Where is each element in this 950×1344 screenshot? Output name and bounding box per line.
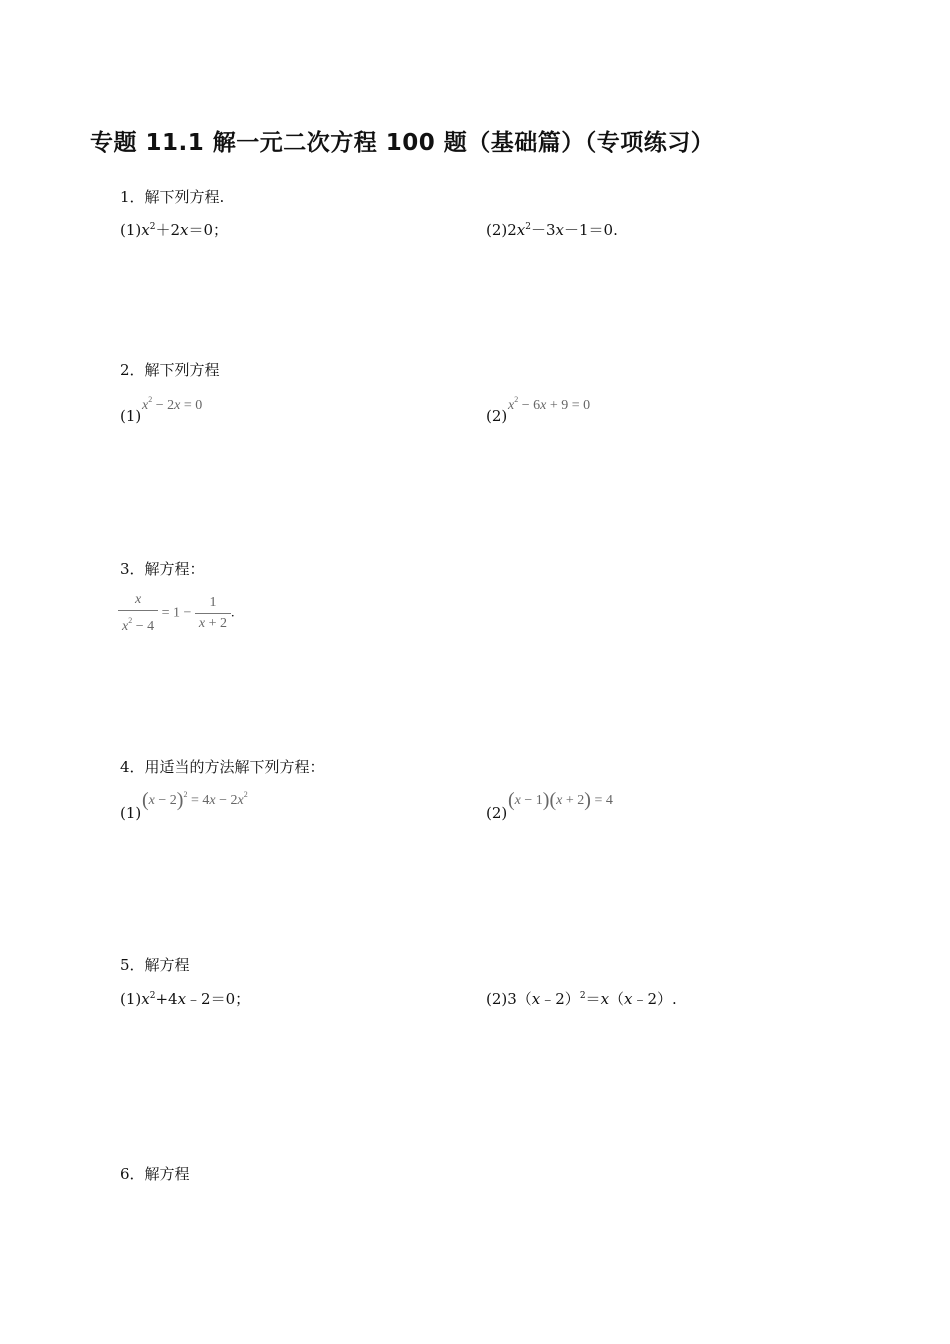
var: x <box>514 793 521 808</box>
question-2-part-2-equation <box>508 395 590 414</box>
page-title: 专题 11.1 解一元二次方程 100 题（基础篇）（专项练习） <box>90 130 715 156</box>
fraction-right <box>195 593 231 634</box>
term: －3 <box>531 221 556 239</box>
term: = 4 <box>187 793 210 808</box>
term: + 2 <box>562 793 585 808</box>
var: x <box>556 793 563 808</box>
exponent: 2 <box>525 222 531 232</box>
exponent: 2 <box>149 991 156 1001</box>
exponent: 2 <box>183 790 188 799</box>
term: − 2 <box>215 793 238 808</box>
var: x <box>198 616 206 631</box>
fraction-left <box>118 590 158 637</box>
term: − 2 <box>154 793 177 808</box>
question-3-stem: 3．解方程： <box>120 560 205 578</box>
equals-term: = 1 − <box>158 605 195 621</box>
question-1-part-2 <box>486 219 618 240</box>
term: ﹣2）. <box>632 990 677 1008</box>
var: x <box>624 990 633 1008</box>
var: x <box>540 398 547 413</box>
question-5-part-1 <box>120 988 250 1009</box>
part-label: (2)2 <box>486 221 517 239</box>
exponent: 2 <box>514 395 519 404</box>
period: . <box>231 605 235 621</box>
term: ＝ <box>585 990 601 1008</box>
var: x <box>600 990 610 1008</box>
term: = 0 <box>180 398 203 413</box>
exponent: 2 <box>149 222 156 232</box>
question-3-equation <box>118 590 235 637</box>
question-2-stem: 2．解下列方程 <box>120 361 220 379</box>
var: x <box>174 398 181 413</box>
var: x <box>142 398 149 413</box>
part-label: (2)3（ <box>486 990 532 1008</box>
term: ﹣2＝0； <box>186 990 251 1008</box>
term: − 4 <box>132 619 155 634</box>
question-5-part-2 <box>486 988 677 1009</box>
question-1-part-1 <box>120 219 228 240</box>
question-6-stem: 6．解方程 <box>120 1165 190 1183</box>
var: x <box>209 793 216 808</box>
var: x <box>141 990 150 1008</box>
term: ＝0； <box>188 221 229 239</box>
term: + 9 = 0 <box>546 398 591 413</box>
term: （ <box>609 990 625 1008</box>
question-4-stem: 4．用适当的方法解下列方程： <box>120 758 325 776</box>
part-label: (1) <box>120 990 142 1008</box>
term: + 2 <box>205 616 228 631</box>
question-4-part-2-label: (2) <box>486 804 508 822</box>
exponent: 2 <box>243 790 248 799</box>
var: x <box>531 990 541 1008</box>
question-2-part-1-equation <box>142 395 202 414</box>
var: x <box>141 221 150 239</box>
part-label: (1) <box>120 221 142 239</box>
question-5-stem: 5．解方程 <box>120 956 190 974</box>
question-2-part-2-label: (2) <box>486 407 508 425</box>
var: x <box>555 221 565 239</box>
exponent: 2 <box>148 395 153 404</box>
var: x <box>180 221 189 239</box>
question-2-part-1-label: (1) <box>120 407 142 425</box>
question-1-stem: 1．解下列方程. <box>120 188 225 206</box>
term: − 1 <box>520 793 543 808</box>
var: x <box>237 793 244 808</box>
term: = 4 <box>590 793 613 808</box>
term: ＋2 <box>155 221 180 239</box>
var: x <box>508 398 515 413</box>
question-4-part-2-equation: (x − 1)(x + 2) = 4 <box>508 789 613 811</box>
question-4-part-1-equation: $(x - 2)^2 = 4x - 2x^2$ <box>142 789 248 811</box>
var: x <box>516 221 526 239</box>
term: ﹣2） <box>540 990 580 1008</box>
exponent: 2 <box>579 991 586 1001</box>
term: －1＝0. <box>564 221 618 239</box>
var: x <box>177 990 187 1008</box>
term: − 6 <box>518 398 541 413</box>
numerator: 1 <box>195 593 231 614</box>
term: +4 <box>155 990 178 1008</box>
exponent: 2 <box>128 616 133 625</box>
var: x <box>122 619 129 634</box>
numerator: x <box>134 592 142 607</box>
question-4-part-1-label: (1) <box>120 804 142 822</box>
var: x <box>148 793 155 808</box>
term: − 2 <box>152 398 175 413</box>
